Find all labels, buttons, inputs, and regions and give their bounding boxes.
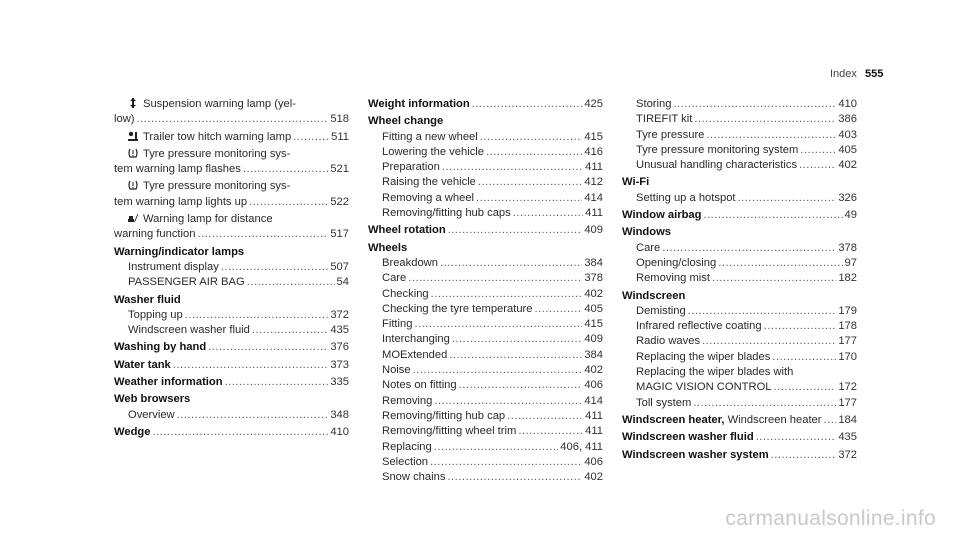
entry-text: tem warning lamp flashes (114, 163, 241, 176)
index-entry (368, 97, 603, 112)
index-entry (622, 430, 857, 445)
entry-text: Opening/closing (636, 256, 717, 269)
page-ref[interactable]: 517 (330, 228, 349, 241)
entry-text: Storing (636, 98, 672, 110)
entry-text: Warning lamp for distance (143, 213, 273, 226)
index-column-1 (114, 97, 349, 442)
page-ref[interactable]: 402 (838, 159, 857, 172)
entry-text: Radio waves (636, 335, 701, 348)
entry-text: Removing mist (636, 272, 710, 285)
entry-heading: Washer fluid (114, 293, 181, 306)
index-entry (114, 130, 349, 145)
tyre-pressure-icon (128, 148, 138, 158)
entry-text: Snow chains (382, 471, 446, 484)
page-ref[interactable]: 405 (838, 143, 857, 156)
page-ref[interactable]: 372 (838, 448, 857, 461)
page-ref[interactable]: 415 (584, 318, 603, 331)
entry-text: warning function (114, 228, 196, 241)
index-column-3 (622, 97, 857, 465)
page-ref[interactable]: 425 (584, 98, 603, 110)
page-ref[interactable]: 521 (330, 163, 349, 176)
entry-text: Tyre pressure monitoring sys- (143, 180, 291, 193)
entry-text: Removing/fitting hub cap (382, 409, 506, 422)
page-ref[interactable]: 178 (838, 320, 857, 333)
page-ref[interactable]: 177 (838, 335, 857, 348)
entry-text: Toll system (636, 396, 692, 409)
entry-text: Fitting (382, 318, 413, 331)
entry-text: Removing (382, 394, 433, 407)
entry-text: Tyre pressure (636, 128, 705, 141)
entry-text: PASSENGER AIR BAG (128, 276, 245, 289)
entry-text: Notes on fitting (382, 379, 457, 392)
entry-text: Checking (382, 287, 429, 300)
page-ref[interactable]: 402 (584, 287, 603, 300)
page-ref[interactable]: 184 (838, 413, 857, 426)
page-ref[interactable]: 409 (584, 224, 603, 237)
distance-warning-icon (128, 213, 138, 223)
entry-text: Replacing (382, 440, 432, 453)
page-ref[interactable]: 378 (584, 272, 603, 285)
entry-text: Preparation (382, 161, 440, 174)
index-entry (114, 392, 349, 423)
entry-heading: Wheel change (368, 115, 444, 128)
page-number: 555 (865, 68, 884, 80)
page-ref[interactable]: 403 (838, 128, 857, 141)
entry-text: Demisting (636, 304, 686, 317)
entry-heading: Windscreen (622, 289, 686, 302)
entry-text: Windscreen washer fluid (128, 324, 250, 337)
page-footer (0, 503, 960, 533)
page-ref[interactable]: 49 (844, 209, 857, 222)
page-ref[interactable]: 414 (584, 394, 603, 407)
page-ref[interactable]: 335 (330, 376, 349, 389)
page-ref[interactable]: 414 (584, 191, 603, 204)
page-ref[interactable]: 384 (584, 256, 603, 269)
entry-text: Instrument display (128, 260, 219, 273)
trailer-hitch-icon (128, 131, 138, 141)
page-ref[interactable]: 378 (838, 241, 857, 254)
index-entry (622, 289, 857, 411)
page-ref[interactable]: 518 (330, 113, 349, 126)
index-column-2 (368, 97, 603, 487)
page-ref[interactable]: 412 (584, 176, 603, 189)
index-entry (114, 340, 349, 355)
index-entry (114, 358, 349, 373)
entry-text: Breakdown (382, 256, 438, 269)
index-entry (114, 179, 349, 210)
page-ref[interactable]: 172 (838, 381, 857, 394)
entry-text: Fitting a new wheel (382, 130, 478, 143)
entry-text: Care (382, 272, 407, 285)
watermark: carmanualsonline.info (725, 507, 936, 530)
entry-text: Selection (382, 455, 429, 468)
page-ref[interactable]: 511 (331, 130, 349, 143)
entry-text: Replacing the wiper blades (636, 350, 771, 363)
index-entry (622, 175, 857, 206)
entry-text: low) (114, 113, 135, 126)
entry-text: Topping up (128, 308, 183, 321)
entry-text: Care (636, 241, 661, 254)
entry-heading: Windscreen heater, (622, 413, 725, 426)
entry-text: Windscreen heater (727, 413, 822, 426)
page-ref[interactable]: 522 (330, 195, 349, 208)
entry-heading: Washing by hand (114, 341, 207, 354)
entry-text: Infrared reflective coating (636, 320, 762, 333)
page-ref[interactable]: 405 (584, 302, 603, 315)
entry-text: Removing/fitting hub caps (382, 207, 511, 220)
page-ref[interactable]: 170 (838, 350, 857, 363)
entry-text: Raising the vehicle (382, 176, 476, 189)
page-ref[interactable]: 372 (330, 308, 349, 321)
index-entry (622, 225, 857, 286)
entry-text: Overview (128, 408, 175, 421)
entry-text: tem warning lamp lights up (114, 195, 248, 208)
entry-text: Trailer tow hitch warning lamp (143, 130, 292, 143)
index-entry (114, 97, 349, 128)
page-ref[interactable]: 409 (584, 333, 603, 346)
page-ref[interactable]: 384 (584, 348, 603, 361)
entry-heading: Windscreen washer fluid (622, 431, 754, 444)
entry-text: Lowering the vehicle (382, 145, 484, 158)
page-ref[interactable]: 97 (844, 256, 857, 269)
index-entry (368, 223, 603, 238)
index-entry (114, 425, 349, 440)
page-ref[interactable]: 406 (584, 455, 603, 468)
page-ref[interactable]: 410 (330, 425, 349, 438)
entry-heading: Windows (622, 226, 671, 239)
entry-text: Removing/fitting wheel trim (382, 425, 517, 438)
index-entry (622, 97, 857, 173)
page-ref[interactable]: 373 (330, 358, 349, 371)
page-ref[interactable]: 182 (838, 272, 857, 285)
page-ref[interactable]: 411 (585, 409, 603, 422)
entry-heading: Wheel rotation (368, 224, 446, 237)
index-entry (114, 147, 349, 178)
entry-heading: Weather information (114, 376, 223, 389)
page-ref[interactable]: 402 (584, 364, 603, 377)
tyre-pressure-icon (128, 180, 138, 190)
page-ref[interactable]: 376 (330, 341, 349, 354)
page-ref[interactable]: 507 (330, 260, 349, 273)
entry-text: Unusual handling characteristics (636, 159, 798, 172)
entry-text: Checking the tyre temperature (382, 302, 533, 315)
entry-text: MOExtended (382, 348, 448, 361)
page-ref[interactable]: 410 (838, 98, 857, 110)
page-ref[interactable]: 415 (584, 130, 603, 143)
entry-heading: Window airbag (622, 209, 702, 222)
page-ref[interactable]: 411 (585, 207, 603, 220)
index-entry (114, 293, 349, 339)
page-ref[interactable]: 402 (584, 471, 603, 484)
entry-heading: Wi-Fi (622, 176, 650, 189)
entry-heading: Wheels (368, 241, 408, 254)
page-ref[interactable]: 416 (584, 145, 603, 158)
entry-text: Setting up a hotspot (636, 191, 736, 204)
page-ref[interactable]: 348 (330, 408, 349, 421)
page-ref[interactable]: 411 (585, 425, 603, 438)
page-ref[interactable]: 435 (838, 431, 857, 444)
page-ref[interactable]: 406, 411 (560, 440, 603, 453)
entry-text: MAGIC VISION CONTROL (636, 381, 772, 394)
index-entry (622, 413, 857, 428)
entry-heading: Warning/indicator lamps (114, 245, 245, 258)
page-ref[interactable]: 411 (585, 161, 603, 174)
suspension-warning-icon (128, 98, 138, 108)
entry-heading: Windscreen washer system (622, 448, 769, 461)
index-entry (368, 241, 603, 486)
page-ref[interactable]: 54 (336, 276, 349, 289)
entry-text: Noise (382, 364, 411, 377)
entry-text: Interchanging (382, 333, 450, 346)
entry-text: TIREFIT kit (636, 113, 693, 126)
page-ref[interactable]: 177 (838, 396, 857, 409)
entry-text: Tyre pressure monitoring sys- (143, 147, 291, 160)
index-entry (114, 375, 349, 390)
index-entry (622, 448, 857, 463)
page-ref[interactable]: 386 (838, 113, 857, 126)
entry-text: Replacing the wiper blades with (636, 366, 794, 379)
index-title: Index (830, 68, 857, 80)
page-ref[interactable]: 406 (584, 379, 603, 392)
index-entry (622, 208, 857, 223)
entry-text: Tyre pressure monitoring system (636, 143, 799, 156)
page-ref[interactable]: 435 (330, 324, 349, 337)
entry-heading: Wedge (114, 425, 151, 438)
entry-heading: Water tank (114, 358, 171, 371)
index-entry (114, 212, 349, 243)
entry-text: Removing a wheel (382, 191, 475, 204)
entry-heading: Weight information (368, 98, 470, 110)
entry-text: Suspension warning lamp (yel- (143, 98, 296, 110)
page-ref[interactable]: 326 (838, 191, 857, 204)
entry-heading: Web browsers (114, 393, 191, 406)
index-entry (368, 114, 603, 221)
index-entry (114, 245, 349, 291)
page-ref[interactable]: 179 (838, 304, 857, 317)
